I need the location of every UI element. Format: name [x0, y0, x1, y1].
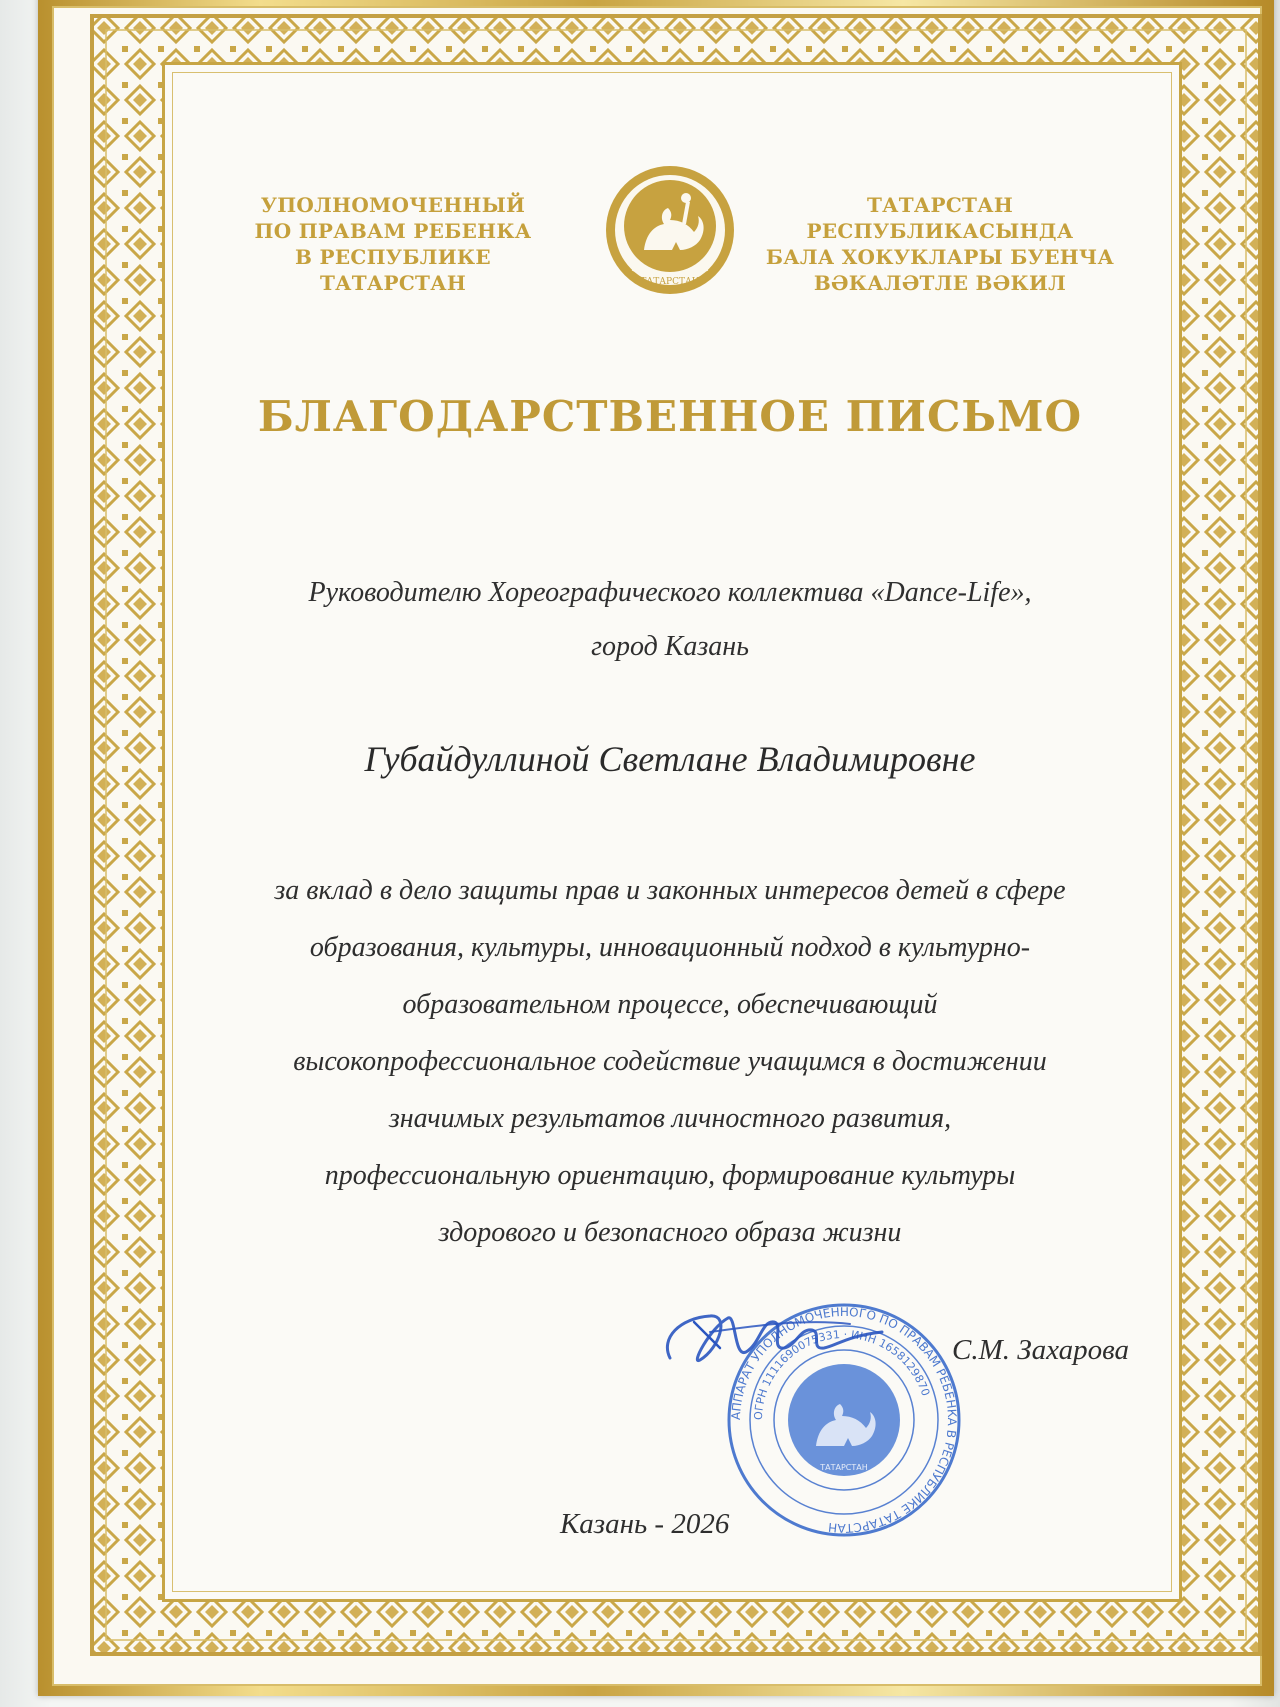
signer-name: С.М. Захарова [952, 1334, 1129, 1366]
handwritten-signature [650, 1288, 900, 1388]
header-left-line: В РЕСПУБЛИКЕ ТАТАРСТАН [295, 245, 491, 295]
reason-text [190, 862, 1150, 1261]
tatarstan-emblem-icon [602, 162, 738, 298]
header-right-block [740, 192, 1140, 296]
reason-line: здорового и безопасного образа жизни [438, 1217, 902, 1248]
recipient-name: Губайдуллиной Светлане Владимировне [364, 739, 976, 779]
header-left-line: ПО ПРАВАМ РЕБЕНКА [254, 219, 532, 243]
reason-line: образования, культуры, инновационный подход в культурно- [309, 932, 1031, 963]
reason-line: значимых результатов личностного развития, [388, 1103, 952, 1134]
emblem-label: ТАТАРСТАН [640, 277, 700, 287]
stamp-outer-text: АППАРАТ УПОЛНОМОЧЕННОГО ПО ПРАВАМ РЕБЕНКА В РЕСПУБЛИКЕ ТАТАРСТАН [728, 1304, 960, 1536]
reason-line: профессиональную ориентацию, формирование культуры [324, 1160, 1016, 1191]
recipient-role-line: Руководителю Хореографического коллектива «Dance-Life», [308, 577, 1032, 608]
header-right-line: БАЛА ХОКУКЛАРЫ БУЕНЧА [765, 245, 1115, 269]
stamp-inner-text: ОГРН 1111690075331 · ИНН 1658129870 [751, 1327, 933, 1421]
reason-line: за вклад в дело защиты прав и законных интересов детей в сфере [274, 875, 1066, 906]
header-right-line: ТАТАРСТАН РЕСПУБЛИКАСЫНДА [806, 193, 1074, 243]
header-right-line: ВӘКАЛӘТЛЕ ВӘКИЛ [813, 271, 1067, 295]
stamp-center-label: ТАТАРСТАН [820, 1463, 868, 1472]
place-and-year: Казань - 2026 [560, 1508, 730, 1540]
reason-line: высокопрофессиональное содействие учащимся в достижении [293, 1046, 1047, 1077]
reason-line: образовательном процессе, обеспечивающий [402, 989, 938, 1020]
recipient-role [190, 566, 1150, 674]
header-left-line: УПОЛНОМОЧЕННЫЙ [260, 193, 526, 217]
recipient-role-line: город Казань [591, 631, 749, 662]
header-left-block [228, 192, 558, 296]
document-title: БЛАГОДАРСТВЕННОЕ ПИСЬМО [257, 392, 1083, 441]
